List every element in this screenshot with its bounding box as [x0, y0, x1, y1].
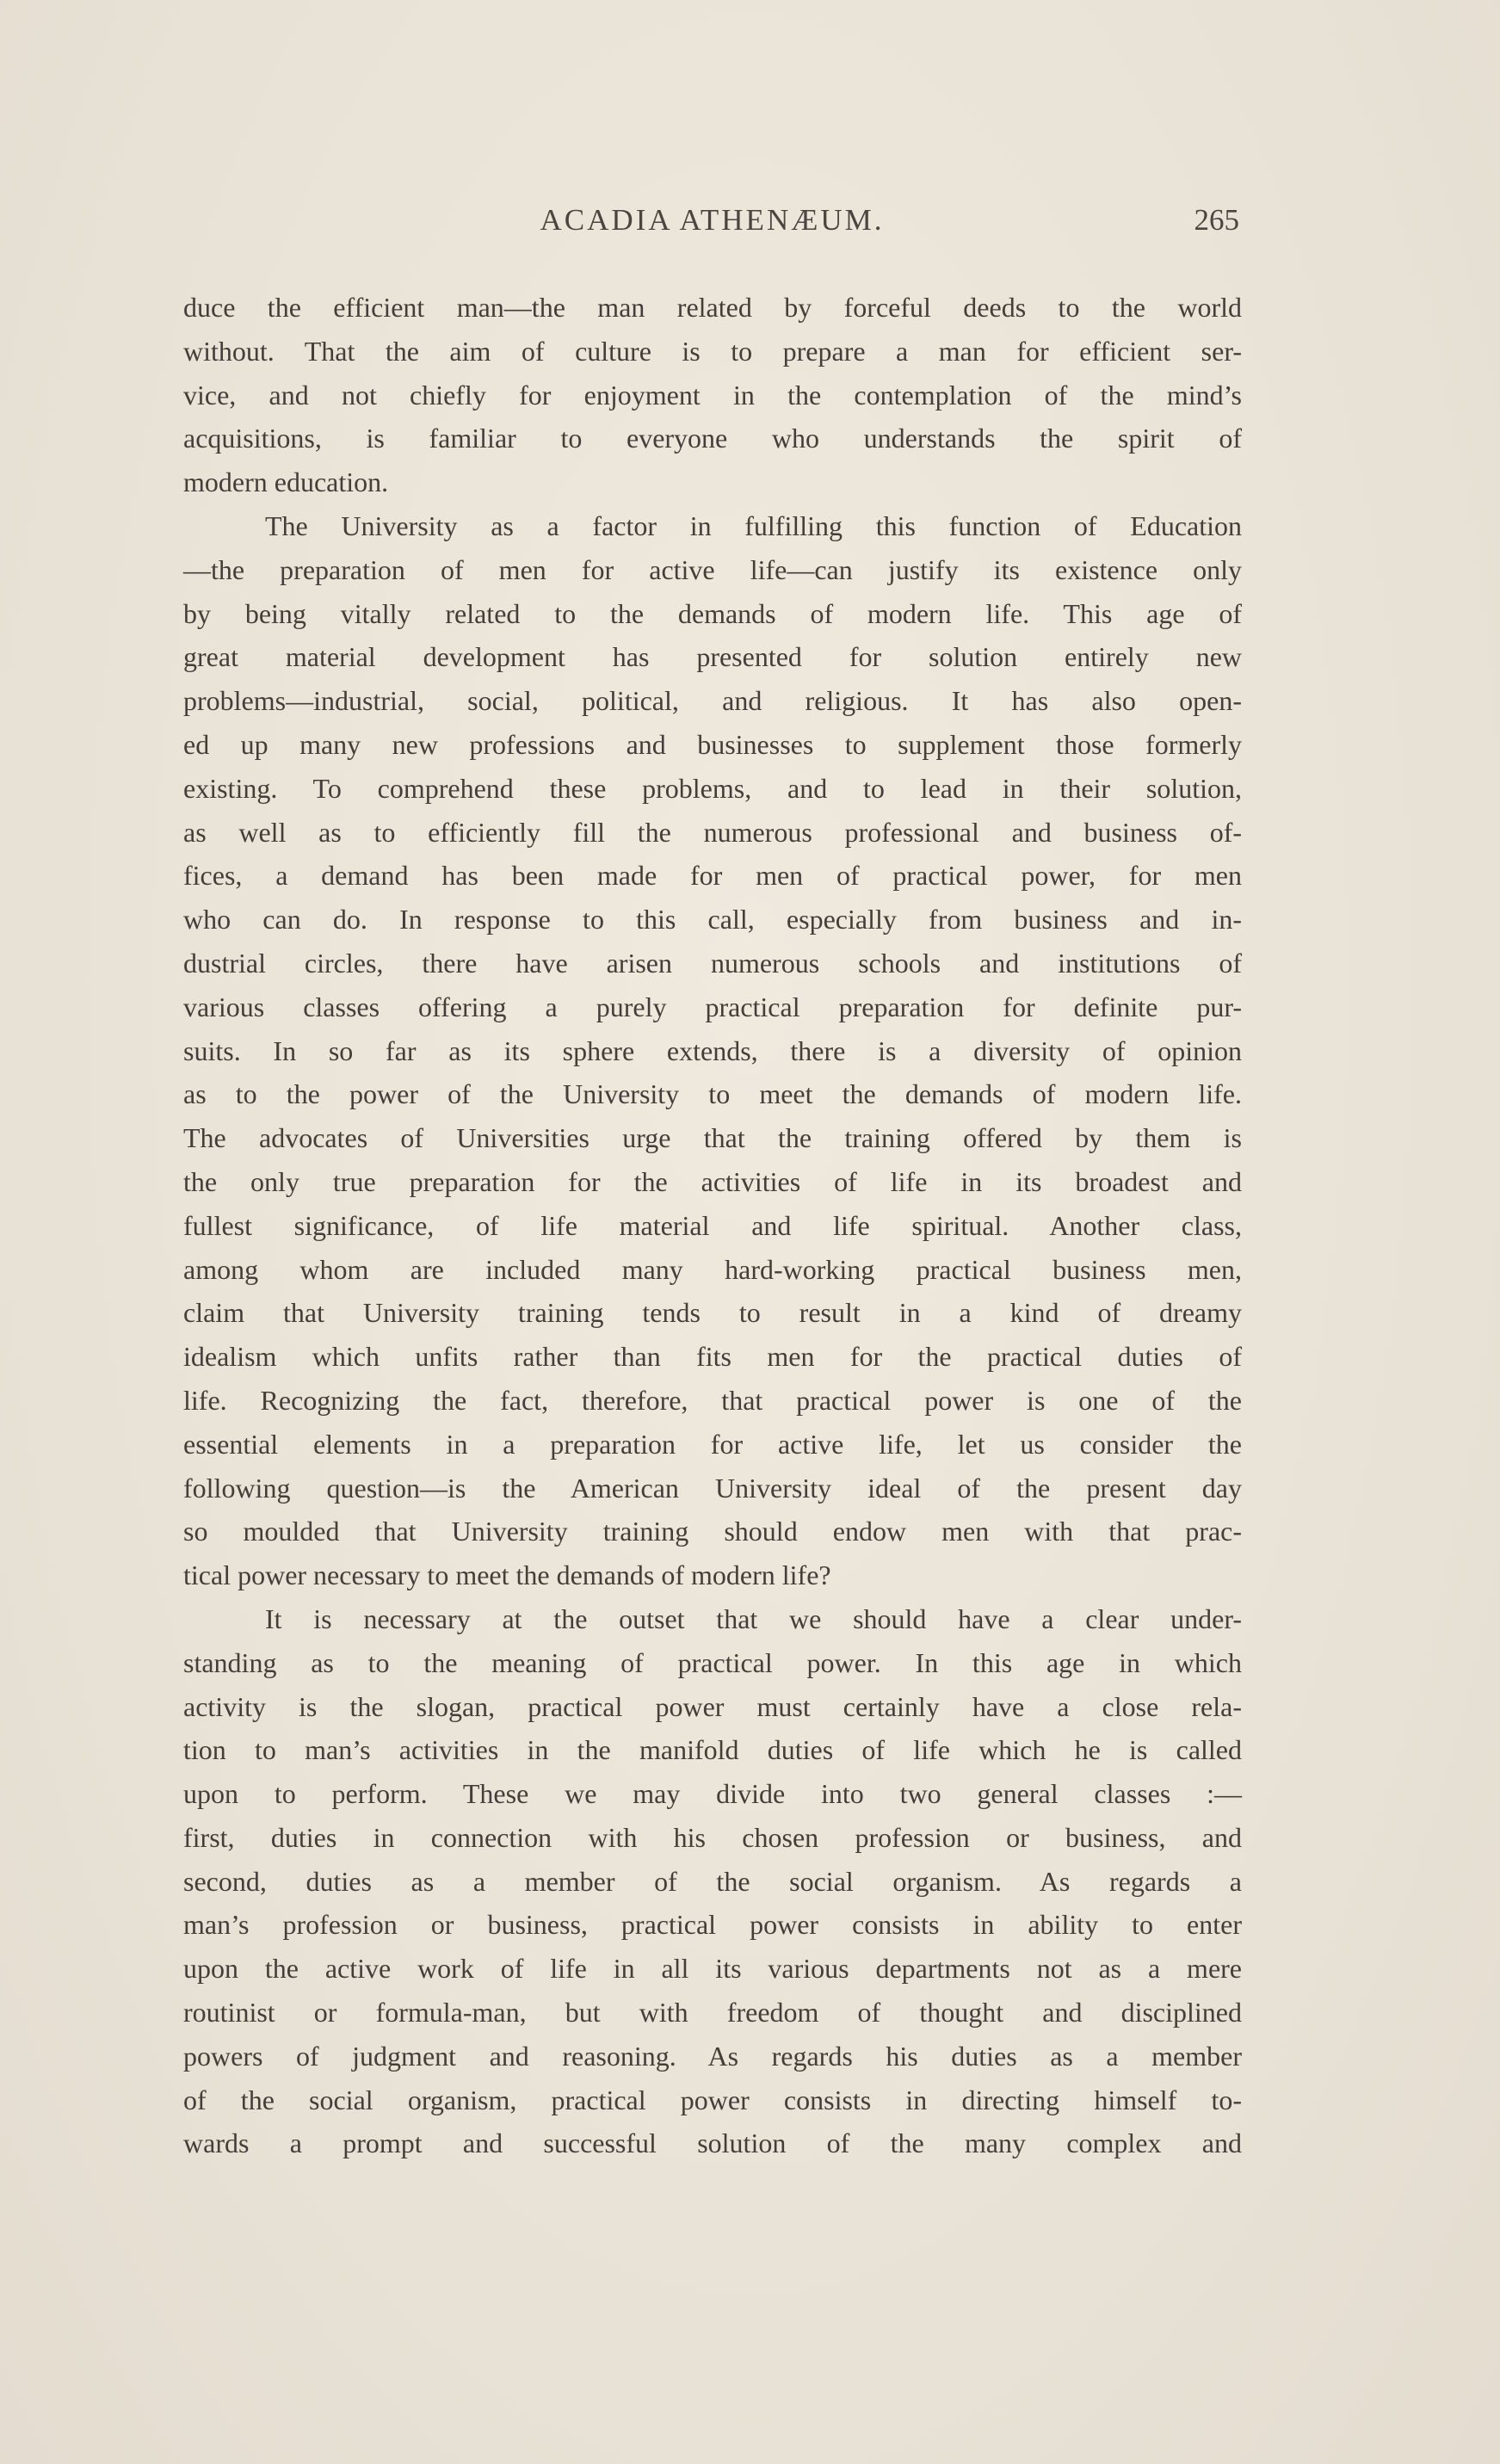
text-line: man’s profession or business, practical power consists in ability to enter [183, 1909, 1242, 1941]
text-line: —the preparation of men for active life—can justify its existence only [183, 553, 1242, 585]
text-line: ed up many new professions and businesses to supplement those formerly [183, 728, 1242, 760]
text-line: the only true preparation for the activities of life in its broadest and [183, 1165, 1242, 1197]
text-line: activity is the slogan, practical power must certainly have a close rela- [183, 1690, 1242, 1722]
text-line: modern education. [183, 466, 389, 498]
paragraph-2 [183, 504, 1242, 1597]
text-line: various classes offering a purely practical preparation for definite pur- [183, 991, 1242, 1022]
text-line: idealism which unfits rather than fits men for the practical duties of [183, 1341, 1242, 1373]
text-line: The University as a factor in fulfilling this function of Education [265, 509, 1242, 541]
text-line: problems—industrial, social, political, and religious. It has also open- [183, 685, 1242, 717]
text-line: following question—is the American University ideal of the present day [183, 1472, 1242, 1504]
page-header [185, 203, 1239, 255]
text-line: without. That the aim of culture is to prepare a man for efficient ser- [183, 335, 1242, 367]
text-line: who can do. In response to this call, especially from business and in- [183, 904, 1242, 936]
text-line: duce the efficient man—the man related by forceful deeds to the world [183, 292, 1242, 323]
paragraph-3 [183, 1597, 1242, 2165]
text-line: existing. To comprehend these problems, and to lead in their solution, [183, 772, 1242, 804]
text-line: wards a prompt and successful solution of the many complex and [183, 2127, 1242, 2159]
text-line: dustrial circles, there have arisen numerous schools and institutions of [183, 947, 1242, 979]
text-line: life. Recognizing the fact, therefore, that practical power is one of the [183, 1384, 1242, 1416]
page-number: 265 [1194, 203, 1239, 237]
running-title: ACADIA ATHENÆUM. [540, 203, 885, 237]
body-text [183, 286, 1242, 2165]
text-line: second, duties as a member of the social organism. As regards a [183, 1865, 1242, 1897]
text-line: as well as to efficiently fill the numerous professional and business of- [183, 816, 1242, 848]
text-line: routinist or formula-man, but with freedom of thought and disciplined [183, 1997, 1242, 2029]
text-line: tion to man’s activities in the manifold duties of life which he is called [183, 1734, 1242, 1766]
text-line: of the social organism, practical power consists in directing himself to- [183, 2084, 1242, 2115]
text-line: acquisitions, is familiar to everyone who understands the spirit of [183, 423, 1242, 454]
text-line: vice, and not chiefly for enjoyment in the contemplation of the mind’s [183, 379, 1242, 411]
text-line: upon to perform. These we may divide into two general classes :— [183, 1778, 1242, 1810]
text-line: as to the power of the University to meet the demands of modern life. [183, 1078, 1242, 1110]
text-line: fullest significance, of life material and life spiritual. Another class, [183, 1209, 1242, 1241]
text-line: so moulded that University training should endow men with that prac- [183, 1516, 1242, 1547]
text-line: claim that University training tends to result in a kind of dreamy [183, 1297, 1242, 1329]
text-line: powers of judgment and reasoning. As regards his duties as a member [183, 2040, 1242, 2072]
text-line: essential elements in a preparation for active life, let us consider the [183, 1428, 1242, 1460]
paragraph-1 [183, 286, 1242, 504]
text-line: The advocates of Universities urge that the training offered by them is [183, 1122, 1242, 1154]
text-line: great material development has presented for solution entirely new [183, 641, 1242, 673]
text-line: upon the active work of life in all its various departments not as a mere [183, 1953, 1242, 1985]
text-line: standing as to the meaning of practical power. In this age in which [183, 1646, 1242, 1678]
text-line: among whom are included many hard-working practical business men, [183, 1253, 1242, 1285]
text-line: fices, a demand has been made for men of practical power, for men [183, 860, 1242, 892]
text-line: tical power necessary to meet the demands of modern life? [183, 1559, 831, 1591]
text-line: It is necessary at the outset that we should have a clear under- [265, 1603, 1242, 1634]
text-line: suits. In so far as its sphere extends, there is a diversity of opinion [183, 1034, 1242, 1066]
text-line: first, duties in connection with his chosen profession or business, and [183, 1821, 1242, 1853]
text-line: by being vitally related to the demands of modern life. This age of [183, 597, 1242, 629]
